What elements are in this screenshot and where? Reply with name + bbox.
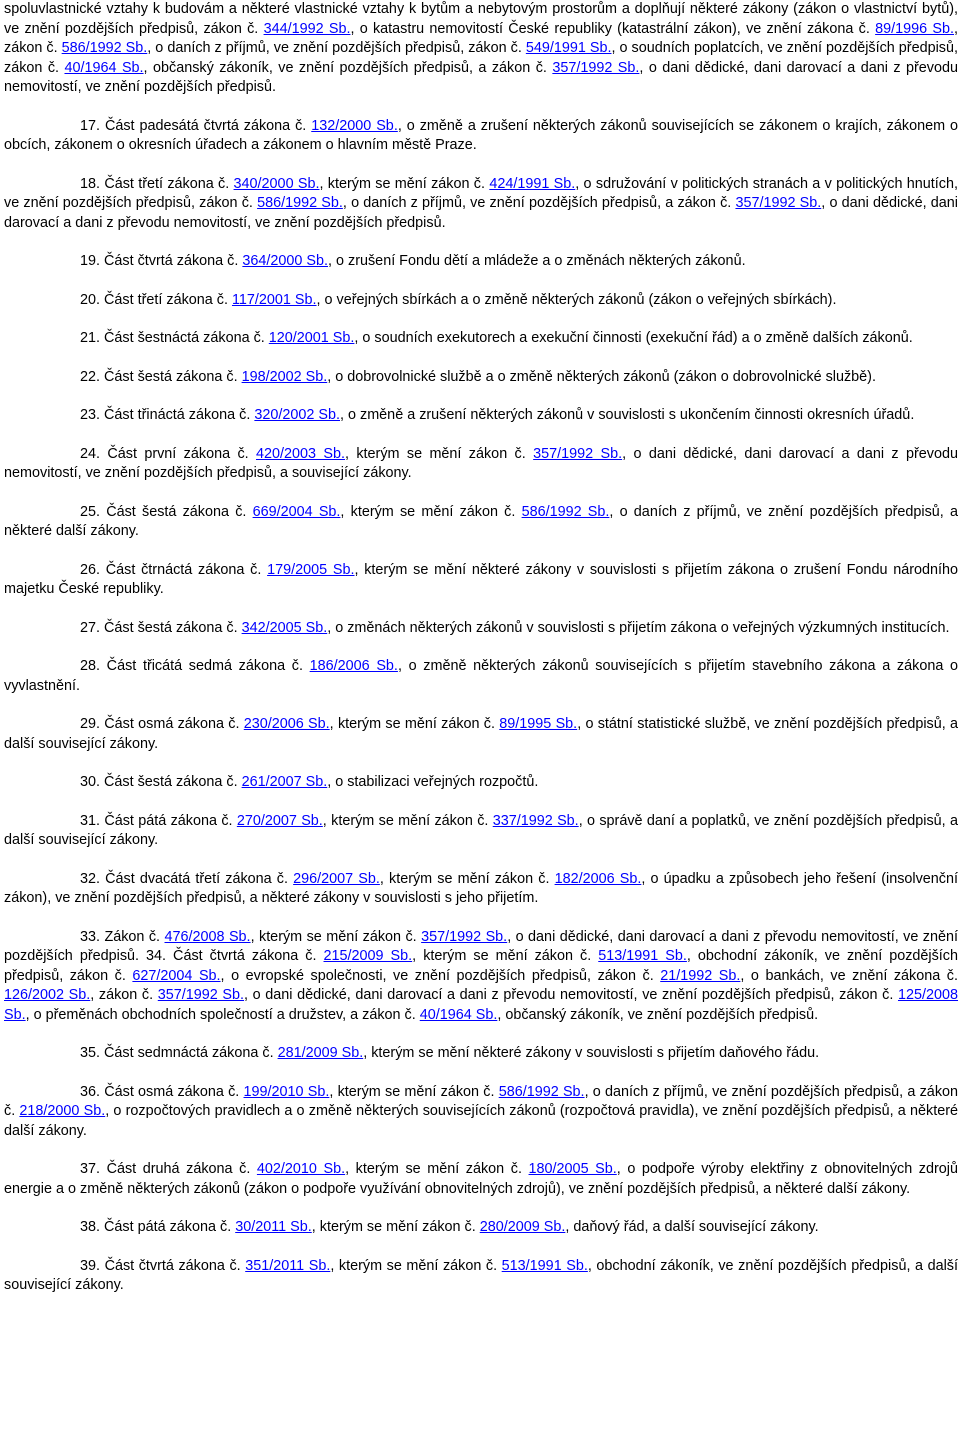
paragraph-text: 27. Část šestá zákona č.	[80, 619, 242, 636]
paragraph-text: , o dani dědické, dani darovací a dani z převodu nemovitostí, ve znění pozdějších předpisů. 34. Část čtvrtá zákona č.	[4, 928, 958, 964]
paragraph-text: 22. Část šestá zákona č.	[80, 368, 242, 385]
law-reference-link[interactable]: 117/2001 Sb.	[231, 291, 317, 308]
paragraph-text: , o dani dědické, dani darovací a dani z převodu nemovitostí, ve znění pozdějších předpisů.	[4, 59, 958, 95]
paragraph-text: , kterým se mění zákon č.	[412, 948, 599, 964]
paragraph-text: , o dani dědické, dani darovací a dani z převodu nemovitostí, ve znění pozdějších předpisů, a související zákony.	[4, 445, 958, 481]
amendment-item	[4, 1160, 958, 1199]
paragraph-text: , kterým se mění některé zákony v souvislosti s přijetím zákona o zrušení Fondu národního majetku České republiky.	[4, 561, 959, 597]
law-reference-link[interactable]: 357/1992 Sb.	[421, 928, 508, 945]
paragraph-text: , o zrušení Fondu dětí a mládeže a o změnách některých zákonů.	[328, 253, 746, 269]
law-reference-link[interactable]: 402/2010 Sb.	[256, 1161, 346, 1177]
paragraph-text: , o daních z příjmů, ve znění pozdějších předpisů, a některé další zákony.	[4, 503, 958, 539]
paragraph-text: 32. Část dvacátá třetí zákona č.	[80, 870, 294, 887]
paragraph-text: , o změně a zrušení některých zákonů v souvislosti s ukončením činnosti okresních úřadů.	[340, 407, 915, 423]
paragraph-text: 36. Část osmá zákona č.	[80, 1083, 244, 1100]
law-reference-link[interactable]: 132/2000 Sb.	[311, 117, 398, 134]
paragraph-text: , o katastru nemovitostí České republiky (katastrální zákon), ve znění zákona č.	[350, 20, 876, 37]
amendment-item	[4, 445, 958, 484]
paragraph-text: 20. Část třetí zákona č.	[80, 291, 232, 308]
paragraph-text: , kterým se mění zákon č.	[329, 1083, 499, 1100]
paragraph-text: , o sdružování v politických stranách a v politických hnutích, ve znění pozdějších předpisů, zákon č.	[4, 175, 958, 211]
amendment-item	[4, 715, 958, 754]
amendment-item	[4, 773, 958, 793]
paragraph-text: , kterým se mění některé zákony v souvislosti s přijetím daňového řádu.	[363, 1045, 820, 1061]
paragraph-text: , o soudních exekutorech a exekuční činnosti (exekuční řád) a o změně dalších zákonů.	[354, 330, 913, 346]
amendment-item	[4, 928, 958, 1026]
paragraph-text: , kterým se mění zákon č.	[379, 870, 555, 887]
paragraph-text: , o stabilizaci veřejných rozpočtů.	[327, 774, 539, 790]
paragraph-text: , daňový řád, a další související zákony.	[565, 1219, 819, 1235]
law-reference-link[interactable]: 586/1992 Sb.	[61, 40, 148, 56]
paragraph-text: , o změně a zrušení některých zákonů souvisejících se zákonem o krajích, zákonem o obcích, zákonem o okresních úřadech a zákonem o hlavním městě Praze.	[4, 117, 959, 153]
law-reference-link[interactable]: 586/1992 Sb.	[257, 195, 343, 211]
law-reference-link[interactable]: 120/2001 Sb.	[268, 330, 355, 346]
paragraph-text: , občanský zákoník, ve znění pozdějších předpisů, a zákon č.	[143, 59, 553, 76]
paragraph-text: , o daních z příjmů, ve znění pozdějších předpisů, a zákon č.	[4, 1083, 959, 1119]
law-reference-link[interactable]: 125/2008 Sb.	[4, 987, 959, 1023]
paragraph-text: 17. Část padesátá čtvrtá zákona č.	[80, 117, 312, 134]
law-reference-link[interactable]: 182/2006 Sb.	[554, 870, 642, 887]
paragraph-text: , o správě daní a poplatků, ve znění pozdějších předpisů, a další související zákony.	[4, 812, 958, 848]
law-reference-link[interactable]: 296/2007 Sb.	[293, 870, 380, 887]
paragraph-text: 26. Část čtrnáctá zákona č.	[80, 561, 268, 578]
document-body	[4, 0, 958, 1296]
law-reference-link[interactable]: 344/1992 Sb.	[263, 20, 351, 37]
amendment-item	[4, 657, 958, 696]
law-reference-link[interactable]: 179/2005 Sb.	[267, 561, 355, 578]
law-reference-link[interactable]: 126/2002 Sb.	[4, 987, 91, 1003]
paragraph-text: , o soudních poplatcích, ve znění pozdějších předpisů, zákon č.	[4, 40, 959, 76]
paragraph-text: 25. Část šestá zákona č.	[80, 503, 253, 520]
law-reference-link[interactable]: 230/2006 Sb.	[243, 716, 330, 732]
law-reference-link[interactable]: 199/2010 Sb.	[243, 1083, 330, 1100]
paragraph-text: , o změnách některých zákonů v souvislosti s přijetím zákona o veřejných výzkumných institucích.	[327, 619, 950, 636]
paragraph-text: , o přeměnách obchodních společností a družstev, a zákon č.	[25, 1006, 420, 1023]
law-reference-link[interactable]: 30/2011 Sb.	[235, 1219, 312, 1235]
law-reference-link[interactable]: 513/1991 Sb.	[501, 1257, 588, 1274]
law-reference-link[interactable]: 281/2009 Sb.	[277, 1045, 364, 1061]
paragraph-text: , zákon č.	[4, 20, 958, 56]
paragraph-text: , kterým se mění zákon č.	[322, 812, 493, 829]
law-reference-link[interactable]: 364/2000 Sb.	[242, 253, 328, 269]
paragraph-text: , o daních z příjmů, ve znění pozdějších předpisů, a zákon č.	[342, 195, 736, 211]
law-reference-link[interactable]: 218/2000 Sb.	[19, 1103, 106, 1119]
paragraph-text: , obchodní zákoník, ve znění pozdějších předpisů, zákon č.	[4, 948, 959, 984]
paragraph-text: 35. Část sedmnáctá zákona č.	[80, 1045, 278, 1061]
amendment-item	[4, 812, 958, 851]
law-reference-link[interactable]: 476/2008 Sb.	[164, 928, 251, 945]
amendment-item	[4, 117, 958, 156]
paragraph-text: spoluvlastnické vztahy k budovám a některé vlastnické vztahy k bytům a nebytovým prostorům a doplňují některé zákony (zákon o vlastnictví bytů), ve znění pozdějších předpisů, zákon č.	[4, 1, 958, 37]
law-reference-link[interactable]: 420/2003 Sb.	[256, 445, 345, 462]
paragraph-text: 30. Část šestá zákona č.	[80, 774, 242, 790]
law-reference-link[interactable]: 89/1996 Sb.	[875, 20, 954, 37]
amendment-item	[4, 1083, 958, 1142]
paragraph-text: , o dani dědické, dani darovací a dani z převodu nemovitostí, ve znění pozdějších předpisů, zákon č.	[244, 987, 898, 1003]
paragraph-text: 29. Část osmá zákona č.	[80, 716, 244, 732]
law-reference-link[interactable]: 40/1964 Sb.	[64, 59, 144, 76]
paragraph-text: , kterým se mění zákon č.	[340, 503, 522, 520]
paragraph-text: 24. Část první zákona č.	[80, 445, 256, 462]
law-reference-link[interactable]: 357/1992 Sb.	[157, 987, 245, 1003]
paragraph-text: 31. Část pátá zákona č.	[80, 812, 237, 829]
paragraph-text: , kterým se mění zákon č.	[344, 445, 534, 462]
law-reference-link[interactable]: 40/1964 Sb.	[419, 1006, 498, 1023]
law-reference-link[interactable]: 21/1992 Sb.	[660, 967, 741, 984]
law-reference-link[interactable]: 198/2002 Sb.	[241, 368, 328, 385]
law-reference-link[interactable]: 549/1991 Sb.	[525, 40, 612, 56]
amendment-item	[4, 329, 958, 349]
law-reference-link[interactable]: 342/2005 Sb.	[241, 619, 328, 636]
paragraph-text: , o podpoře výroby elektřiny z obnovitelných zdrojů energie a o změně některých zákonů (zákon o podpoře využívání obnovitelných zdrojů), ve znění pozdějších předpisů, a některé další zákony.	[4, 1161, 958, 1197]
amendment-item	[4, 368, 958, 388]
law-reference-link[interactable]: 586/1992 Sb.	[521, 503, 610, 520]
paragraph-text: , o veřejných sbírkách a o změně některých zákonů (zákon o veřejných sbírkách).	[316, 291, 837, 308]
paragraph-text: 23. Část třináctá zákona č.	[80, 407, 255, 423]
amendment-item	[4, 1044, 958, 1064]
amendment-item	[4, 1257, 958, 1296]
amendment-item	[4, 870, 958, 909]
amendment-item	[4, 1218, 958, 1238]
law-reference-link[interactable]: 340/2000 Sb.	[233, 175, 320, 192]
amendment-item	[4, 561, 958, 600]
law-reference-link[interactable]: 424/1991 Sb.	[489, 175, 576, 192]
paragraph-text: 21. Část šestnáctá zákona č.	[80, 330, 269, 346]
law-reference-link[interactable]: 320/2002 Sb.	[254, 407, 340, 423]
amendment-item	[4, 619, 958, 639]
law-reference-link[interactable]: 280/2009 Sb.	[479, 1219, 566, 1235]
paragraph-text: 39. Část čtvrtá zákona č.	[80, 1257, 246, 1274]
paragraph-text: , o rozpočtových pravidlech a o změně některých souvisejících zákonů (rozpočtová pravidla), ve znění pozdějších předpisů, a některé další zákony.	[4, 1103, 959, 1139]
paragraph-text: , kterým se mění zákon č.	[345, 1161, 529, 1177]
paragraph-text: , občanský zákoník, ve znění pozdějších předpisů.	[497, 1006, 819, 1023]
paragraph-text: 18. Část třetí zákona č.	[80, 175, 234, 192]
paragraph-text: , o bankách, ve znění zákona č.	[740, 967, 958, 984]
law-reference-link[interactable]: 351/2011 Sb.	[245, 1257, 331, 1274]
paragraph-text: , kterým se mění zákon č.	[311, 1219, 480, 1235]
law-reference-link[interactable]: 513/1991 Sb.	[598, 948, 687, 964]
law-reference-link[interactable]: 337/1992 Sb.	[492, 812, 579, 829]
law-reference-link[interactable]: 180/2005 Sb.	[528, 1161, 617, 1177]
paragraph-text: , o daních z příjmů, ve znění pozdějších předpisů, zákon č.	[147, 40, 526, 56]
amendment-item	[4, 252, 958, 272]
law-reference-link[interactable]: 357/1992 Sb.	[735, 195, 822, 211]
paragraph-text: , kterým se mění zákon č.	[329, 716, 500, 732]
law-reference-link[interactable]: 586/1992 Sb.	[498, 1083, 585, 1100]
paragraph-text: 28. Část třicátá sedmá zákona č.	[80, 658, 310, 674]
paragraph-text: , o úpadku a způsobech jeho řešení (insolvenční zákon), ve znění pozdějších předpisů, a některé zákony v souvislosti s jeho přijetím.	[4, 870, 958, 906]
continuation-paragraph	[4, 0, 958, 98]
paragraph-text: , obchodní zákoník, ve znění pozdějších předpisů, a další související zákony.	[4, 1257, 958, 1293]
paragraph-text: , kterým se mění zákon č.	[319, 175, 490, 192]
paragraph-text: , o evropské společnosti, ve znění pozdějších předpisů, zákon č.	[220, 967, 661, 984]
paragraph-text: 37. Část druhá zákona č.	[80, 1161, 257, 1177]
law-reference-link[interactable]: 215/2009 Sb.	[323, 948, 413, 964]
paragraph-text: 33. Zákon č.	[80, 928, 165, 945]
law-reference-link[interactable]: 357/1992 Sb.	[552, 59, 640, 76]
law-reference-link[interactable]: 270/2007 Sb.	[236, 812, 323, 829]
paragraph-text: 19. Část čtvrtá zákona č.	[80, 253, 243, 269]
amendment-item	[4, 175, 958, 234]
paragraph-text: , zákon č.	[90, 987, 158, 1003]
paragraph-text: , o státní statistické službě, ve znění pozdějších předpisů, a další související zákony.	[4, 716, 959, 752]
law-reference-link[interactable]: 89/1995 Sb.	[499, 716, 578, 732]
amendment-item	[4, 503, 958, 542]
amendment-item	[4, 291, 958, 311]
paragraph-text: 38. Část pátá zákona č.	[80, 1219, 236, 1235]
paragraph-text: , o změně některých zákonů souvisejících s přijetím stavebního zákona a zákona o vyvlastnění.	[4, 658, 959, 694]
law-reference-link[interactable]: 357/1992 Sb.	[533, 445, 623, 462]
law-reference-link[interactable]: 261/2007 Sb.	[241, 774, 328, 790]
paragraph-text: , kterým se mění zákon č.	[250, 928, 422, 945]
amendment-item	[4, 406, 958, 426]
law-reference-link[interactable]: 627/2004 Sb.	[132, 967, 221, 984]
law-reference-link[interactable]: 669/2004 Sb.	[252, 503, 341, 520]
law-reference-link[interactable]: 186/2006 Sb.	[309, 658, 398, 674]
paragraph-text: , o dobrovolnické službě a o změně některých zákonů (zákon o dobrovolnické službě).	[327, 368, 876, 385]
paragraph-text: , o dani dědické, dani darovací a dani z převodu nemovitostí, ve znění pozdějších předpisů.	[4, 195, 959, 231]
paragraph-text: , kterým se mění zákon č.	[330, 1257, 502, 1274]
